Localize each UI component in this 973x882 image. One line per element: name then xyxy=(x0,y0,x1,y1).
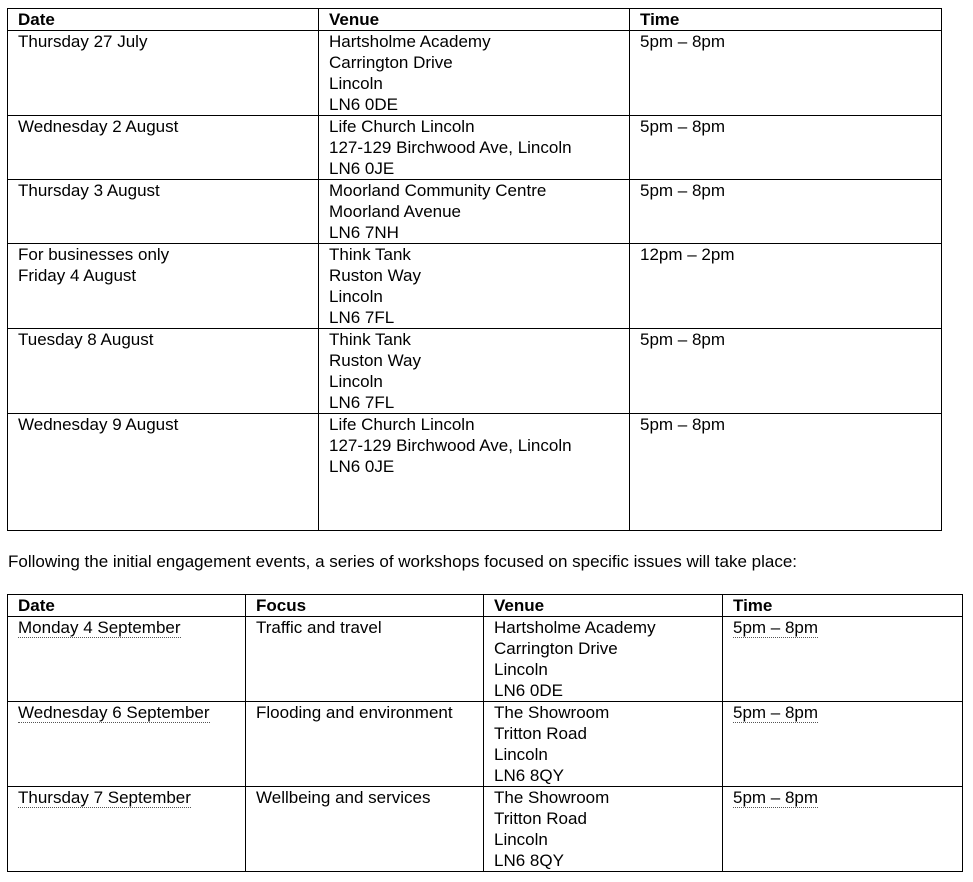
column-header-time: Time xyxy=(723,595,963,617)
venue-line: Ruston Way xyxy=(329,351,421,370)
venue-line: Carrington Drive xyxy=(329,53,453,72)
date-text: Wednesday 9 August xyxy=(18,415,179,434)
date-cell xyxy=(8,31,319,116)
venue-line: Life Church Lincoln xyxy=(329,117,475,136)
focus-cell: Wellbeing and services xyxy=(246,787,484,872)
date-text: Wednesday 6 September xyxy=(18,703,210,722)
time-cell xyxy=(723,702,963,787)
venue-cell xyxy=(319,31,630,116)
venue-line: LN6 8QY xyxy=(494,766,564,785)
time-cell: 5pm – 8pm xyxy=(630,31,942,116)
time-text: 5pm – 8pm xyxy=(733,703,819,722)
venue-line: Tritton Road xyxy=(494,724,587,743)
date-text: Thursday 7 September xyxy=(18,788,191,807)
date-text: Thursday 3 August xyxy=(18,181,160,200)
venue-cell xyxy=(484,787,723,872)
venue-line: Moorland Avenue xyxy=(329,202,462,221)
table-row xyxy=(8,180,942,244)
table-row xyxy=(8,244,942,329)
date-cell xyxy=(8,116,319,180)
date-text: Tuesday 8 August xyxy=(18,330,154,349)
venue-cell xyxy=(319,116,630,180)
date-cell xyxy=(8,180,319,244)
date-text: Wednesday 2 August xyxy=(18,117,179,136)
time-text: 5pm – 8pm xyxy=(733,618,819,637)
venue-line: LN6 7FL xyxy=(329,393,395,412)
venue-line: Moorland Community Centre xyxy=(329,181,547,200)
venue-line: LN6 7FL xyxy=(329,308,395,327)
venue-line: LN6 8QY xyxy=(494,851,564,870)
venue-line: Life Church Lincoln xyxy=(329,415,475,434)
venue-line: The Showroom xyxy=(494,788,610,807)
venue-line: Carrington Drive xyxy=(494,639,618,658)
venue-line: Ruston Way xyxy=(329,266,421,285)
focus-cell: Flooding and environment xyxy=(246,702,484,787)
venue-cell xyxy=(319,329,630,414)
venue-cell xyxy=(319,244,630,329)
time-cell: 12pm – 2pm xyxy=(630,244,942,329)
table-row xyxy=(8,414,942,531)
venue-line: LN6 0DE xyxy=(494,681,563,700)
column-header-focus: Focus xyxy=(246,595,484,617)
venue-line: Lincoln xyxy=(494,830,548,849)
table-row xyxy=(8,617,963,702)
venue-line: Lincoln xyxy=(329,372,383,391)
table-row xyxy=(8,116,942,180)
venue-line: LN6 0JE xyxy=(329,159,395,178)
venue-line: Lincoln xyxy=(329,287,383,306)
table-header-row xyxy=(8,595,963,617)
date-cell xyxy=(8,787,246,872)
venue-cell xyxy=(484,702,723,787)
venue-cell xyxy=(319,180,630,244)
time-cell: 5pm – 8pm xyxy=(630,414,942,531)
date-cell xyxy=(8,617,246,702)
date-cell xyxy=(8,414,319,531)
venue-line: Hartsholme Academy xyxy=(329,32,491,51)
venue-line: LN6 7NH xyxy=(329,223,399,242)
workshops-table xyxy=(7,594,963,872)
focus-cell: Traffic and travel xyxy=(246,617,484,702)
venue-line: LN6 0JE xyxy=(329,457,395,476)
venue-line: Hartsholme Academy xyxy=(494,618,656,637)
time-cell xyxy=(723,787,963,872)
time-text: 5pm – 8pm xyxy=(733,788,819,807)
venue-line: Tritton Road xyxy=(494,809,587,828)
time-cell: 5pm – 8pm xyxy=(630,116,942,180)
venue-line: LN6 0DE xyxy=(329,95,398,114)
engagement-events-table xyxy=(7,8,942,531)
venue-line: Lincoln xyxy=(329,74,383,93)
table-header-row xyxy=(8,9,942,31)
venue-line: Think Tank xyxy=(329,245,411,264)
column-header-time: Time xyxy=(630,9,942,31)
workshops-intro-text: Following the initial engagement events, a series of workshops focused on specific issues will take place: xyxy=(8,552,798,571)
date-text: Monday 4 September xyxy=(18,618,181,637)
table-row xyxy=(8,702,963,787)
venue-line: Lincoln xyxy=(494,660,548,679)
column-header-venue: Venue xyxy=(484,595,723,617)
date-cell xyxy=(8,329,319,414)
time-cell xyxy=(723,617,963,702)
venue-cell xyxy=(484,617,723,702)
table-row xyxy=(8,787,963,872)
venue-line: Think Tank xyxy=(329,330,411,349)
date-text: Friday 4 August xyxy=(18,266,137,285)
table-row xyxy=(8,31,942,116)
venue-cell xyxy=(319,414,630,531)
column-header-date: Date xyxy=(8,9,319,31)
column-header-venue: Venue xyxy=(319,9,630,31)
date-cell xyxy=(8,244,319,329)
date-note: For businesses only xyxy=(18,245,170,264)
venue-line: The Showroom xyxy=(494,703,610,722)
venue-line: 127-129 Birchwood Ave, Lincoln xyxy=(329,436,572,455)
column-header-date: Date xyxy=(8,595,246,617)
venue-line: Lincoln xyxy=(494,745,548,764)
time-cell: 5pm – 8pm xyxy=(630,180,942,244)
table-row xyxy=(8,329,942,414)
venue-line: 127-129 Birchwood Ave, Lincoln xyxy=(329,138,572,157)
date-cell xyxy=(8,702,246,787)
date-text: Thursday 27 July xyxy=(18,32,148,51)
time-cell: 5pm – 8pm xyxy=(630,329,942,414)
